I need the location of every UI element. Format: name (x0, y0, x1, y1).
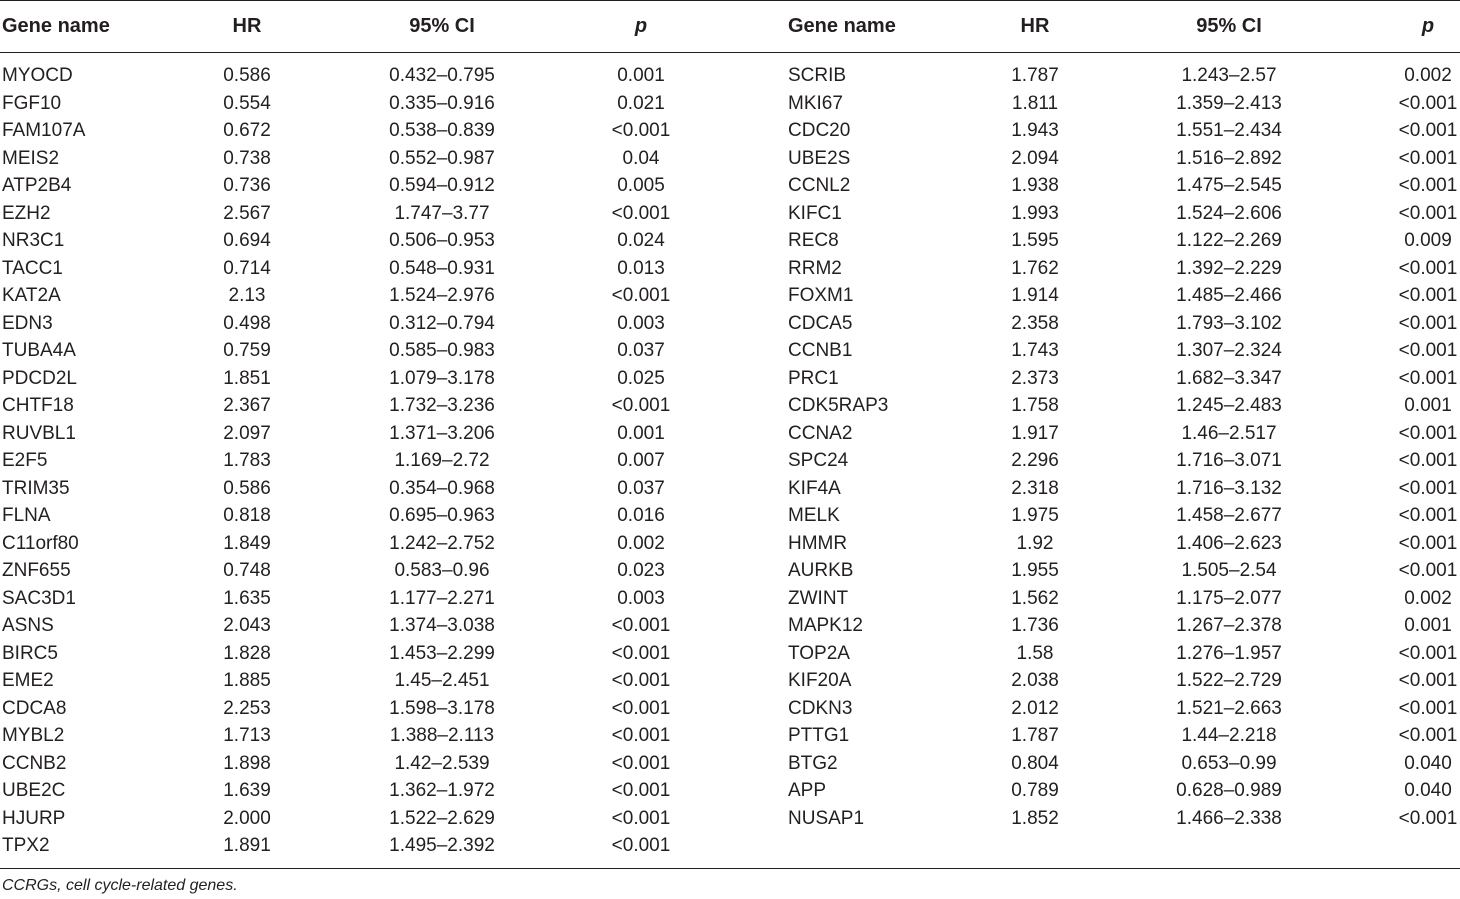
cell-gene: ASNS (2, 615, 54, 636)
header-rule (0, 52, 1460, 53)
cell-hr: 0.714 (223, 257, 271, 279)
cell-gene: ATP2B4 (2, 175, 72, 196)
cell-gene: TOP2A (788, 642, 850, 664)
cell-hr: 2.367 (223, 395, 271, 416)
cell-hr: 2.318 (1011, 477, 1059, 499)
cell-gene: KIFC1 (788, 202, 842, 224)
cell-gene: C11orf80 (2, 532, 79, 554)
cell-p: <0.001 (1398, 285, 1458, 306)
cell-p: 0.037 (617, 477, 665, 499)
cell-hr: 0.759 (223, 340, 271, 361)
cell-hr: 1.828 (223, 642, 271, 664)
cell-ci: 1.267–2.378 (1176, 615, 1282, 636)
cell-gene: TACC1 (2, 257, 63, 279)
cell-gene: EDN3 (2, 312, 53, 334)
cell-gene: NR3C1 (2, 230, 65, 251)
cell-ci: 1.485–2.466 (1176, 285, 1282, 306)
cell-gene: PDCD2L (2, 367, 77, 389)
cell-gene: UBE2C (2, 780, 66, 801)
cell-ci: 0.552–0.987 (389, 147, 495, 169)
cell-gene: PRC1 (788, 367, 839, 389)
cell-hr: 2.358 (1011, 312, 1059, 334)
cell-ci: 1.793–3.102 (1176, 312, 1282, 334)
cell-ci: 1.371–3.206 (389, 422, 495, 444)
cell-p: 0.002 (1404, 587, 1452, 609)
cell-hr: 2.000 (223, 807, 271, 829)
cell-ci: 1.551–2.434 (1176, 120, 1282, 141)
cell-p: <0.001 (1398, 450, 1458, 471)
cell-hr: 0.586 (223, 65, 271, 86)
cell-gene: TRIM35 (2, 477, 70, 499)
footnote: CCRGs, cell cycle-related genes. (2, 877, 238, 894)
cell-gene: CHTF18 (2, 395, 74, 416)
cell-gene: HJURP (2, 807, 66, 829)
cell-hr: 2.012 (1011, 697, 1059, 719)
cell-gene: TPX2 (2, 835, 50, 856)
cell-hr: 1.639 (223, 780, 271, 801)
cell-ci: 1.245–2.483 (1176, 395, 1282, 416)
cell-ci: 1.522–2.729 (1176, 670, 1282, 691)
cell-ci: 0.548–0.931 (389, 257, 495, 279)
cell-ci: 1.46–2.517 (1181, 422, 1277, 444)
cell-hr: 1.811 (1011, 92, 1059, 114)
cell-p: 0.013 (617, 257, 665, 279)
cell-gene: CDKN3 (788, 697, 853, 719)
cell-gene: FGF10 (2, 92, 62, 114)
cell-hr: 1.58 (1016, 642, 1054, 664)
cell-gene: NUSAP1 (788, 807, 865, 829)
cell-ci: 0.628–0.989 (1176, 780, 1282, 801)
cell-ci: 1.079–3.178 (389, 367, 495, 389)
cell-ci: 1.521–2.663 (1176, 697, 1282, 719)
cell-ci: 1.242–2.752 (389, 532, 495, 554)
cell-p: 0.001 (617, 65, 665, 86)
cell-gene: MEIS2 (2, 147, 60, 169)
cell-gene: AURKB (788, 560, 854, 581)
cell-ci: 1.362–1.972 (389, 780, 495, 801)
cell-ci: 1.42–2.539 (394, 752, 490, 774)
cell-p: <0.001 (1398, 725, 1458, 746)
cell-gene: KAT2A (2, 285, 61, 306)
cell-ci: 1.458–2.677 (1176, 505, 1282, 526)
cell-p: <0.001 (1398, 670, 1458, 691)
cell-gene: BIRC5 (2, 642, 58, 664)
cell-p: 0.025 (617, 367, 665, 389)
cell-ci: 1.495–2.392 (389, 835, 495, 856)
cell-gene: CDCA5 (788, 312, 853, 334)
cell-p: <0.001 (611, 697, 671, 719)
cell-p: <0.001 (1398, 697, 1458, 719)
cell-gene: RRM2 (788, 257, 842, 279)
cell-hr: 1.955 (1011, 560, 1059, 581)
cell-hr: 1.943 (1011, 120, 1059, 141)
cell-p: 0.023 (617, 560, 665, 581)
cell-p: 0.040 (1404, 752, 1452, 774)
cell-hr: 2.097 (223, 422, 271, 444)
cell-p: <0.001 (611, 807, 671, 829)
cell-gene: MYBL2 (2, 725, 65, 746)
cell-p: 0.001 (1404, 395, 1452, 416)
cell-hr: 1.787 (1011, 725, 1059, 746)
cell-ci: 1.388–2.113 (389, 725, 495, 746)
cell-p: <0.001 (611, 752, 671, 774)
cell-hr: 2.253 (223, 697, 271, 719)
cell-hr: 1.914 (1011, 285, 1059, 306)
cell-p: 0.005 (617, 175, 665, 196)
cell-p: 0.002 (1404, 65, 1452, 86)
cell-hr: 2.094 (1011, 147, 1059, 169)
cell-ci: 0.312–0.794 (389, 312, 495, 334)
cell-hr: 0.694 (223, 230, 271, 251)
cell-hr: 2.043 (223, 615, 271, 636)
header-p-right: p (1421, 15, 1435, 37)
cell-p: 0.037 (617, 340, 665, 361)
header-p-left: p (634, 15, 648, 37)
cell-gene: SAC3D1 (2, 587, 76, 609)
cell-hr: 1.635 (223, 587, 271, 609)
cell-gene: RUVBL1 (2, 422, 76, 444)
cell-gene: EZH2 (2, 202, 51, 224)
cell-gene: PTTG1 (788, 725, 850, 746)
cell-hr: 1.783 (223, 450, 271, 471)
cell-gene: FLNA (2, 505, 51, 526)
cell-ci: 1.307–2.324 (1176, 340, 1282, 361)
cell-p: <0.001 (1398, 560, 1458, 581)
cell-hr: 0.736 (223, 175, 271, 196)
cell-p: 0.021 (617, 92, 665, 114)
cell-p: 0.024 (617, 230, 665, 251)
cell-gene: E2F5 (2, 450, 48, 471)
cell-gene: CDCA8 (2, 697, 67, 719)
cell-p: 0.001 (617, 422, 665, 444)
cell-p: <0.001 (1398, 202, 1458, 224)
cell-hr: 1.92 (1016, 532, 1054, 554)
cell-gene: FOXM1 (788, 285, 854, 306)
cell-gene: TUBA4A (2, 340, 76, 361)
cell-gene: BTG2 (788, 752, 838, 774)
cell-ci: 1.505–2.54 (1181, 560, 1277, 581)
cell-p: <0.001 (611, 395, 671, 416)
cell-gene: KIF20A (788, 670, 852, 691)
cell-p: 0.040 (1404, 780, 1452, 801)
cell-hr: 0.738 (223, 147, 271, 169)
cell-p: <0.001 (611, 780, 671, 801)
cell-ci: 1.522–2.629 (389, 807, 495, 829)
cell-ci: 0.506–0.953 (389, 230, 495, 251)
cell-hr: 0.554 (223, 92, 271, 114)
cell-ci: 1.169–2.72 (394, 450, 490, 471)
cell-hr: 1.852 (1011, 807, 1059, 829)
cell-p: <0.001 (1398, 147, 1458, 169)
cell-p: <0.001 (611, 670, 671, 691)
cell-p: 0.003 (617, 312, 665, 334)
cell-hr: 2.373 (1011, 367, 1059, 389)
cell-hr: 1.898 (223, 752, 271, 774)
cell-gene: MYOCD (2, 65, 73, 86)
cell-p: 0.001 (1404, 615, 1452, 636)
cell-hr: 1.938 (1011, 175, 1059, 196)
cell-hr: 1.885 (223, 670, 271, 691)
cell-p: <0.001 (1398, 505, 1458, 526)
cell-ci: 1.406–2.623 (1176, 532, 1282, 554)
cell-hr: 0.586 (223, 477, 271, 499)
cell-ci: 1.453–2.299 (389, 642, 495, 664)
cell-ci: 0.585–0.983 (389, 340, 495, 361)
cell-gene: CCNA2 (788, 422, 853, 444)
cell-gene: ZWINT (788, 587, 849, 609)
cell-ci: 0.538–0.839 (389, 120, 495, 141)
cell-p: 0.007 (617, 450, 665, 471)
cell-ci: 0.653–0.99 (1181, 752, 1277, 774)
cell-ci: 1.392–2.229 (1176, 257, 1282, 279)
cell-gene: UBE2S (788, 147, 851, 169)
cell-ci: 1.276–1.957 (1176, 642, 1282, 664)
cell-hr: 1.758 (1011, 395, 1059, 416)
cell-gene: CCNL2 (788, 175, 851, 196)
cell-p: <0.001 (611, 642, 671, 664)
cell-ci: 1.732–3.236 (389, 395, 495, 416)
cell-hr: 1.975 (1011, 505, 1059, 526)
cell-p: 0.002 (617, 532, 665, 554)
cell-hr: 1.787 (1011, 65, 1059, 86)
cell-p: <0.001 (611, 615, 671, 636)
cell-gene: HMMR (788, 532, 848, 554)
cell-gene: SCRIB (788, 65, 847, 86)
cell-p: 0.016 (617, 505, 665, 526)
cell-hr: 0.748 (223, 560, 271, 581)
cell-hr: 2.296 (1011, 450, 1059, 471)
cell-ci: 1.466–2.338 (1176, 807, 1282, 829)
cell-gene: EME2 (2, 670, 54, 691)
header-hr-right: HR (1020, 15, 1050, 37)
cell-hr: 0.672 (223, 120, 271, 141)
cell-p: <0.001 (611, 202, 671, 224)
cell-p: <0.001 (611, 725, 671, 746)
cell-p: <0.001 (1398, 92, 1458, 114)
cell-ci: 1.177–2.271 (389, 587, 495, 609)
cell-gene: CCNB1 (788, 340, 853, 361)
cell-ci: 0.335–0.916 (389, 92, 495, 114)
cell-p: <0.001 (1398, 642, 1458, 664)
cell-p: 0.04 (622, 147, 660, 169)
cell-hr: 0.818 (223, 505, 271, 526)
header-hr-left: HR (232, 15, 262, 37)
cell-hr: 1.743 (1011, 340, 1059, 361)
cell-ci: 1.598–3.178 (389, 697, 495, 719)
cell-hr: 2.13 (228, 285, 266, 306)
cell-ci: 0.594–0.912 (389, 175, 495, 196)
cell-hr: 1.891 (223, 835, 271, 856)
cell-p: 0.009 (1404, 230, 1452, 251)
header-ci-left: 95% CI (409, 15, 475, 37)
cell-hr: 1.917 (1011, 422, 1059, 444)
bottom-rule (0, 868, 1460, 869)
cell-ci: 0.354–0.968 (389, 477, 495, 499)
cell-ci: 0.695–0.963 (389, 505, 495, 526)
cell-gene: MELK (788, 505, 840, 526)
cell-hr: 2.038 (1011, 670, 1059, 691)
cell-gene: KIF4A (788, 477, 841, 499)
cell-p: <0.001 (1398, 312, 1458, 334)
cell-gene: SPC24 (788, 450, 849, 471)
cell-ci: 0.583–0.96 (394, 560, 490, 581)
cell-p: <0.001 (1398, 120, 1458, 141)
cell-hr: 1.849 (223, 532, 271, 554)
cell-hr: 1.762 (1011, 257, 1059, 279)
cell-ci: 1.716–3.071 (1176, 450, 1282, 471)
header-gene-name-right: Gene name (788, 15, 896, 37)
cell-gene: FAM107A (2, 120, 86, 141)
cell-gene: CDC20 (788, 120, 851, 141)
cell-p: <0.001 (1398, 175, 1458, 196)
header-ci-right: 95% CI (1196, 15, 1262, 37)
cell-p: <0.001 (1398, 477, 1458, 499)
cell-hr: 1.713 (223, 725, 271, 746)
cell-gene: CCNB2 (2, 752, 67, 774)
cell-p: <0.001 (1398, 807, 1458, 829)
cell-ci: 1.359–2.413 (1176, 92, 1282, 114)
cell-p: <0.001 (1398, 532, 1458, 554)
cell-hr: 0.789 (1011, 780, 1059, 801)
cell-ci: 1.747–3.77 (394, 202, 490, 224)
cell-hr: 1.595 (1011, 230, 1059, 251)
cell-gene: MAPK12 (788, 615, 863, 636)
cell-p: <0.001 (1398, 340, 1458, 361)
cell-ci: 1.682–3.347 (1176, 367, 1282, 389)
cell-ci: 1.122–2.269 (1176, 230, 1282, 251)
cell-p: 0.003 (617, 587, 665, 609)
cell-ci: 1.475–2.545 (1176, 175, 1282, 196)
cell-ci: 1.45–2.451 (394, 670, 490, 691)
cell-ci: 1.243–2.57 (1181, 65, 1277, 86)
cell-p: <0.001 (611, 835, 671, 856)
cell-hr: 2.567 (223, 202, 271, 224)
cell-hr: 1.993 (1011, 202, 1059, 224)
cell-ci: 1.716–3.132 (1176, 477, 1282, 499)
cell-hr: 1.562 (1011, 587, 1059, 609)
cell-ci: 1.175–2.077 (1176, 587, 1282, 609)
cell-gene: MKI67 (788, 92, 843, 114)
cell-ci: 1.524–2.976 (389, 285, 495, 306)
cell-hr: 0.804 (1011, 752, 1059, 774)
cell-hr: 1.736 (1011, 615, 1059, 636)
cell-hr: 1.851 (223, 367, 271, 389)
cell-ci: 1.516–2.892 (1176, 147, 1282, 169)
cell-gene: APP (788, 780, 827, 801)
cell-p: <0.001 (1398, 422, 1458, 444)
cell-p: <0.001 (611, 120, 671, 141)
cell-ci: 1.524–2.606 (1176, 202, 1282, 224)
cell-ci: 1.44–2.218 (1181, 725, 1277, 746)
cell-hr: 0.498 (223, 312, 271, 334)
cell-p: <0.001 (611, 285, 671, 306)
cell-gene: ZNF655 (2, 560, 71, 581)
cell-ci: 0.432–0.795 (389, 65, 495, 86)
cell-p: <0.001 (1398, 367, 1458, 389)
header-gene-name-left: Gene name (2, 15, 110, 37)
cell-p: <0.001 (1398, 257, 1458, 279)
cell-ci: 1.374–3.038 (389, 615, 495, 636)
cell-gene: REC8 (788, 230, 839, 251)
cell-gene: CDK5RAP3 (788, 395, 889, 416)
